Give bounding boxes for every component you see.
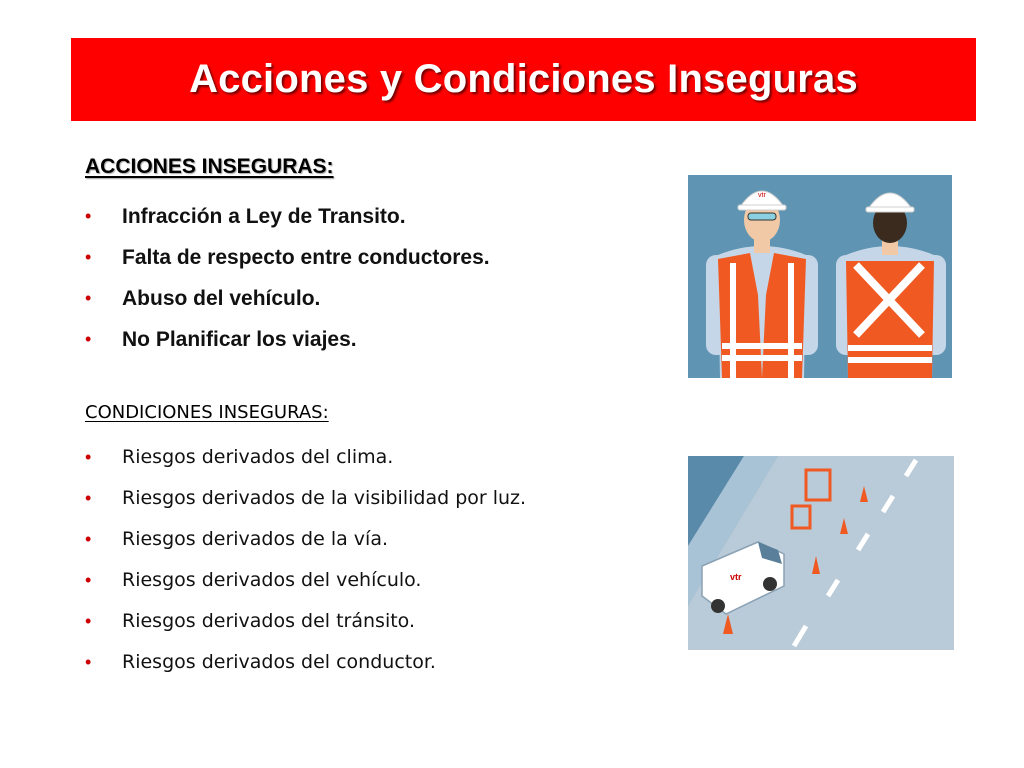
- unsafe-conditions-list: [85, 437, 526, 683]
- unsafe-actions-list: [85, 196, 490, 360]
- list-item: [85, 601, 526, 642]
- workers-illustration: [688, 175, 952, 378]
- page-title: Acciones y Condiciones Inseguras: [189, 57, 858, 101]
- title-banner: [71, 38, 976, 121]
- unsafe-conditions-heading: CONDICIONES INSEGURAS:: [85, 402, 329, 423]
- unsafe-actions-heading: ACCIONES INSEGURAS:: [85, 155, 334, 178]
- bullet-icon: •: [85, 529, 92, 549]
- list-item: [85, 319, 490, 360]
- bullet-icon: •: [85, 570, 92, 590]
- bullet-icon: •: [85, 206, 92, 226]
- list-item: [85, 437, 526, 478]
- list-item: [85, 278, 490, 319]
- bullet-icon: •: [85, 611, 92, 631]
- list-item-text: Riesgos derivados de la vía.: [122, 528, 388, 550]
- list-item-text: Riesgos derivados del tránsito.: [122, 610, 416, 632]
- list-item-text: Abuso del vehículo.: [122, 287, 321, 310]
- bullet-icon: •: [85, 247, 92, 267]
- list-item: [85, 560, 526, 601]
- list-item: [85, 237, 490, 278]
- list-item-text: Infracción a Ley de Transito.: [122, 205, 406, 228]
- list-item: [85, 478, 526, 519]
- bullet-icon: •: [85, 288, 92, 308]
- list-item-text: Riesgos derivados del vehículo.: [122, 569, 422, 591]
- road-work-image: [688, 456, 954, 650]
- bullet-icon: •: [85, 329, 92, 349]
- list-item-text: Riesgos derivados del conductor.: [122, 651, 436, 673]
- list-item-text: Riesgos derivados de la visibilidad por luz.: [122, 487, 527, 509]
- helmet-logo: vtr: [758, 192, 766, 199]
- bullet-icon: •: [85, 488, 92, 508]
- road-illustration: [688, 456, 954, 650]
- van-logo: vtr: [730, 572, 742, 582]
- list-item-text: Riesgos derivados del clima.: [122, 446, 394, 468]
- list-item: [85, 196, 490, 237]
- workers-safety-vest-image: [688, 175, 952, 378]
- list-item: [85, 642, 526, 683]
- list-item-text: No Planificar los viajes.: [122, 328, 357, 351]
- list-item: [85, 519, 526, 560]
- bullet-icon: •: [85, 447, 92, 467]
- list-item-text: Falta de respecto entre conductores.: [122, 246, 490, 269]
- bullet-icon: •: [85, 652, 92, 672]
